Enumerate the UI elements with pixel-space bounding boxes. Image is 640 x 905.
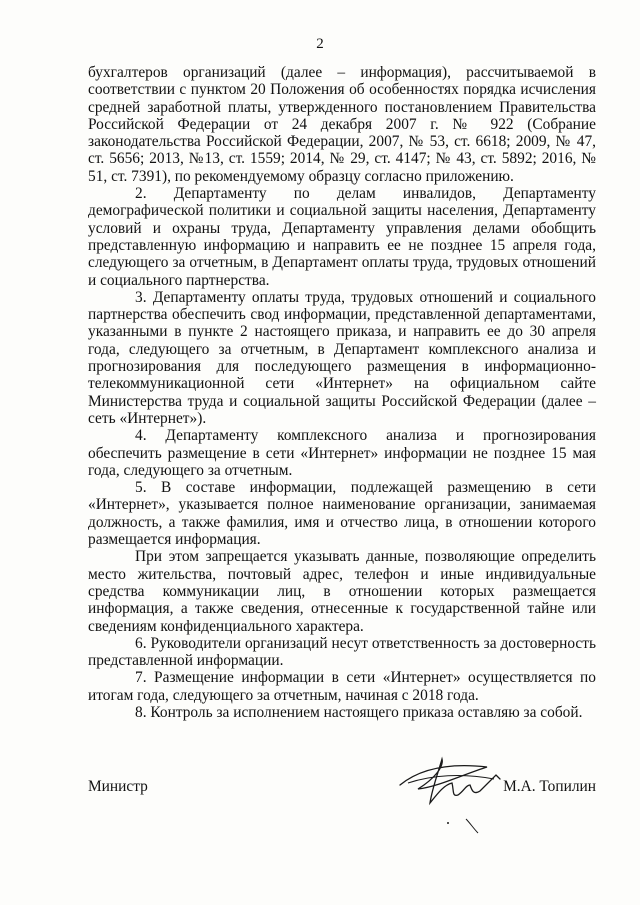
handwritten-signature — [382, 745, 522, 835]
signatory-name: М.А. Топилин — [503, 778, 596, 795]
paragraph-4: 4. Департаменту комплексного анализа и прогнозирования обеспечить размещение в сети «Интернет» информации не позднее 15 мая года, следующего за отчетным. — [88, 427, 596, 479]
document-body — [88, 64, 596, 721]
paragraph-1-continuation: бухгалтеров организаций (далее – информация), рассчитываемой в соответствии с пунктом 20 Положения об особенностях порядка исчисления средней заработной платы, утвержденного постановлением Правительства Российской Федерации от 24 декабря 2007 г. № 922 (Собрание законодательства Российской Федерации, 2007, № 53, ст. 6618; 2009, № 47, ст. 5656; 2013, №13, ст. 1559; 2014, № 29, ст. 4147; № 43, ст. 5892; 2016, № 51, ст. 7391), по рекомендуемому образцу согласно приложению. — [88, 64, 596, 185]
paragraph-5: 5. В составе информации, подлежащей размещению в сети «Интернет», указывается полное наименование организации, занимаемая должность, а также фамилия, имя и отчество лица, в отношении которого размещается информация. — [88, 479, 596, 549]
page-number: 2 — [316, 36, 324, 52]
paragraph-7: 7. Размещение информации в сети «Интернет» осуществляется по итогам года, следующего за отчетным, начиная с 2018 года. — [88, 669, 596, 704]
paragraph-2: 2. Департаменту по делам инвалидов, Департаменту демографической политики и социальной защиты населения, Департаменту условий и охраны труда, Департаменту управления делами обобщить представленную информацию и направить ее не позднее 15 апреля года, следующего за отчетным, в Департамент оплаты труда, трудовых отношений и социального партнерства. — [88, 185, 596, 289]
paragraph-6: 6. Руководители организаций несут ответственность за достоверность представленной информации. — [88, 634, 596, 670]
paragraph-8: 8. Контроль за исполнением настоящего приказа оставляю за собой. — [135, 703, 583, 721]
paragraph-5-note: При этом запрещается указывать данные, позволяющие определить место жительства, почтовый адрес, телефон и иные индивидуальные средства коммуникации лиц, в отношении которых размещается информация, а также сведения, отнесенные к государственной тайне или сведениям конфиденциального характера. — [88, 548, 596, 635]
paragraph-3: 3. Департаменту оплаты труда, трудовых отношений и социального партнерства обеспечить свод информации, представленной департаментами, указанными в пункте 2 настоящего приказа, и направить ее до 30 апреля года, следующего за отчетным, в Департамент комплексного анализа и прогнозирования для последующего размещения в информационно-телекоммуникационной сети «Интернет» на официальном сайте Министерства труда и социальной защиты Российской Федерации (далее – сеть «Интернет»). — [88, 288, 596, 427]
signatory-position: Министр — [88, 778, 148, 795]
